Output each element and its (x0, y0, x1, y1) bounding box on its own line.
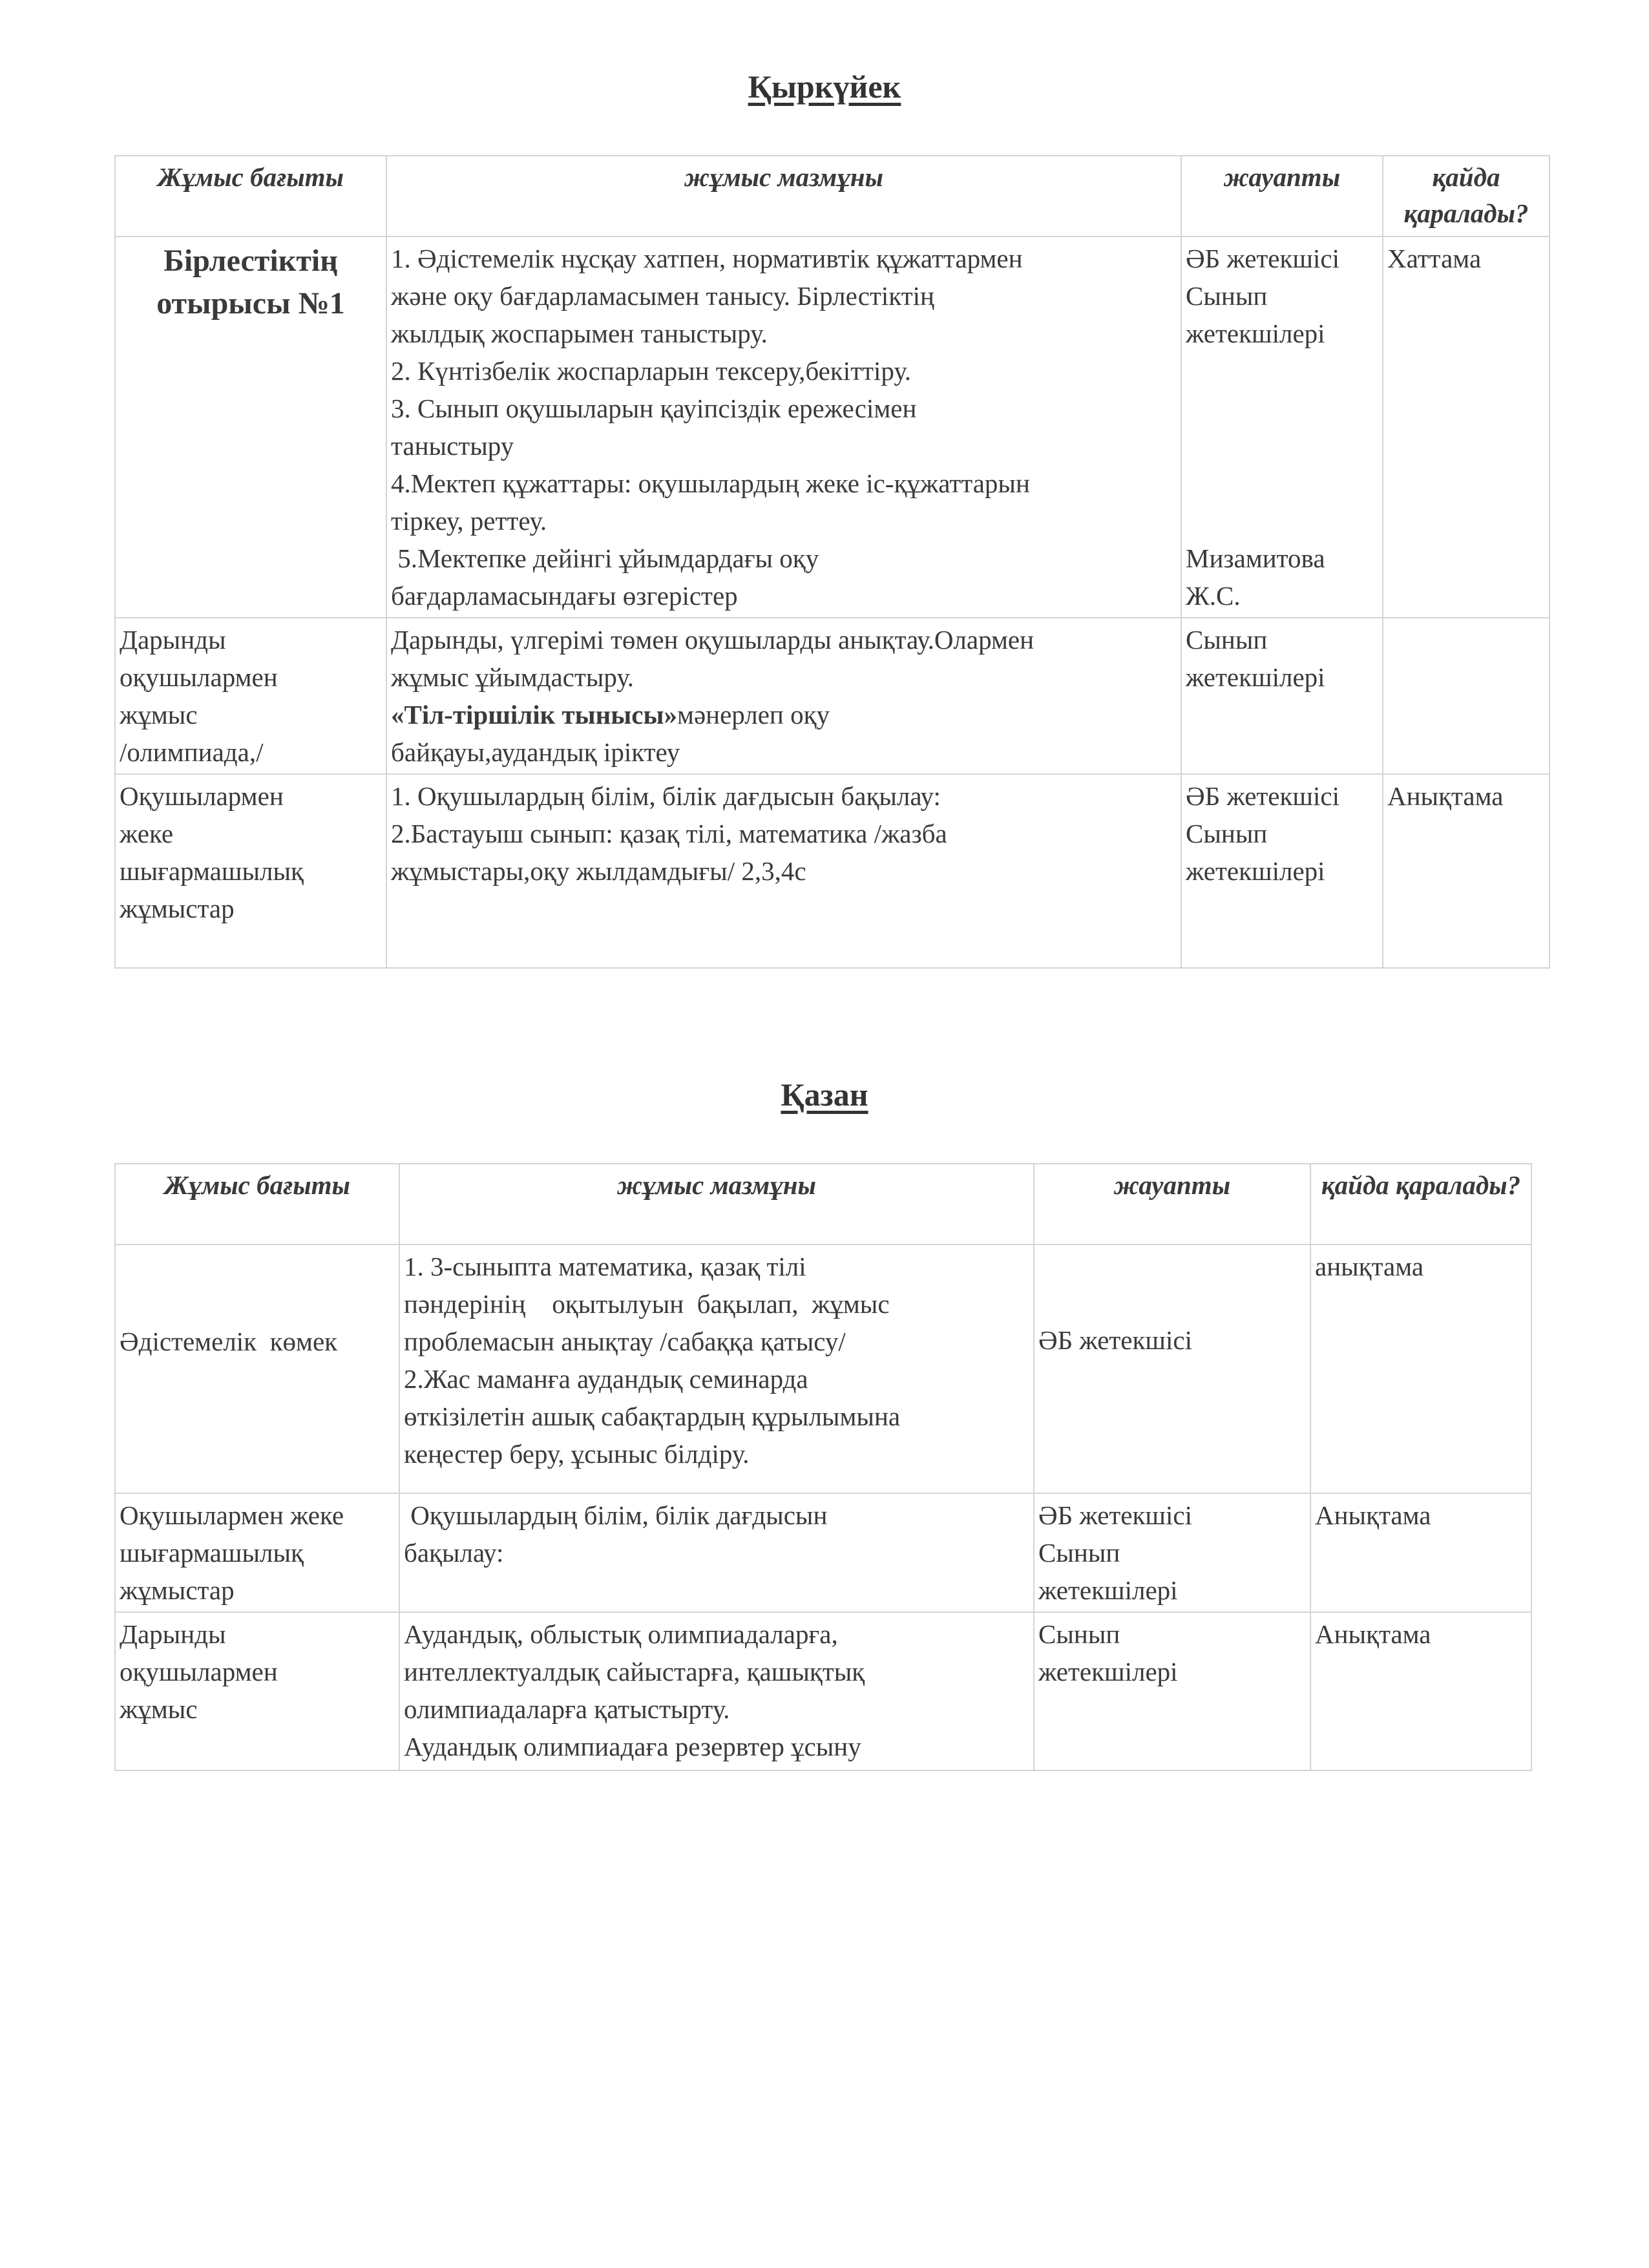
responsible-line: жетекшілері (1186, 856, 1325, 886)
content-line: олимпиадаларға қатыстырту. (404, 1694, 730, 1724)
content-line: 2. Күнтізбелік жоспарларын тексеру,бекіттіру. (391, 356, 912, 386)
september-table (114, 155, 1550, 969)
content-line: 1. 3-сыныпта математика, қазақ тілі (404, 1252, 806, 1281)
cell-direction (115, 1244, 399, 1493)
responsible-line: Сынып (1038, 1538, 1120, 1568)
cell-content (399, 1244, 1034, 1493)
table-row (115, 618, 1549, 774)
contest-rest: мәнерлеп оқу (677, 700, 830, 730)
direction-line: шығармашылық (120, 1538, 304, 1568)
cell-content (399, 1612, 1034, 1770)
cell-responsible (1034, 1612, 1310, 1770)
direction-line: Оқушылармен (120, 781, 284, 811)
cell-content (386, 236, 1181, 618)
direction-line: жеке (120, 819, 174, 848)
content-line: 1. Оқушылардың білім, білік дағдысын бақылау: (391, 781, 941, 811)
direction-line: оқушылармен (120, 1657, 278, 1686)
responsible-line: ӘБ жетекшісі (1186, 244, 1339, 273)
cell-direction (115, 236, 386, 618)
direction-line: жұмыс (120, 1694, 198, 1724)
content-line: пәндерінің оқытылуын бақылап, жұмыс (404, 1289, 890, 1319)
header-responsible: жауапты (1181, 156, 1383, 236)
direction-line: Әдістемелік көмек (120, 1327, 338, 1356)
content-line: жұмыстары,оқу жылдамдығы/ 2,3,4с (391, 856, 806, 886)
content-line: кеңестер беру, ұсыныс білдіру. (404, 1439, 750, 1469)
cell-responsible (1181, 236, 1383, 618)
cell-direction (115, 618, 386, 774)
content-line: және оқу бағдарламасымен танысу. Бірлестіктің (391, 281, 934, 311)
header-where: қайда қаралады? (1383, 156, 1549, 236)
cell-where: Анықтама (1383, 774, 1549, 968)
cell-responsible (1034, 1493, 1310, 1612)
cell-where: Анықтама (1310, 1612, 1531, 1770)
header-responsible: жауапты (1034, 1164, 1310, 1244)
content-line: бағдарламасындағы өзгерістер (391, 581, 738, 611)
responsible-line: Сынып (1038, 1619, 1120, 1649)
content-line: бақылау: (404, 1538, 504, 1568)
direction-line: жұмыстар (120, 1575, 235, 1605)
content-line: 2.Бастауыш сынып: қазақ тілі, математика /жазба (391, 819, 947, 848)
responsible-line: жетекшілері (1038, 1575, 1178, 1605)
content-line: 4.Мектеп құжаттары: оқушылардың жеке іс-құжаттарын (391, 468, 1030, 498)
cell-content (386, 618, 1181, 774)
table-row (115, 236, 1549, 618)
content-line: таныстыру (391, 431, 514, 461)
month-title-october: Қазан (781, 1076, 868, 1113)
content-line: өткізілетін ашық сабақтардың құрылымына (404, 1402, 901, 1431)
header-content: жұмыс мазмұны (399, 1164, 1034, 1244)
cell-direction (115, 1493, 399, 1612)
responsible-line: Сынып (1186, 625, 1268, 655)
responsible-line: ӘБ жетекшісі (1038, 1325, 1192, 1355)
direction-line: Дарынды (120, 625, 226, 655)
direction-line: /олимпиада,/ (120, 737, 264, 767)
content-line: 5.Мектепке дейінгі ұйымдардағы оқу (391, 543, 819, 573)
responsible-line: ӘБ жетекшісі (1186, 781, 1339, 811)
header-content: жұмыс мазмұны (386, 156, 1181, 236)
direction-line: оқушылармен (120, 662, 278, 692)
direction-line: жұмыстар (120, 894, 235, 923)
cell-direction (115, 774, 386, 968)
cell-where (1383, 618, 1549, 774)
direction-line: Бірлестіктің (163, 244, 338, 278)
content-line: Дарынды, үлгерімі төмен оқушыларды анықтау.Олармен (391, 625, 1035, 655)
table-header-row (115, 156, 1549, 236)
content-line: 3. Сынып оқушыларын қауіпсіздік ережесімен (391, 394, 917, 423)
responsible-line: Мизамитова (1186, 543, 1325, 573)
table-header-row (115, 1164, 1531, 1244)
direction-line: Дарынды (120, 1619, 226, 1649)
table-row (115, 1244, 1531, 1493)
table-row (115, 1612, 1531, 1770)
table-row (115, 1493, 1531, 1612)
responsible-line: Сынып (1186, 281, 1268, 311)
direction-line: Оқушылармен жеке (120, 1500, 344, 1530)
content-line: тіркеу, реттеу. (391, 506, 547, 536)
content-line: проблемасын анықтау /сабаққа қатысу/ (404, 1327, 846, 1356)
responsible-line: жетекшілері (1038, 1657, 1178, 1686)
cell-content (386, 774, 1181, 968)
cell-responsible (1034, 1244, 1310, 1493)
content-line: Аудандық, облыстық олимпиадаларға, (404, 1619, 838, 1649)
content-line: интеллектуалдық сайыстарға, қашықтық (404, 1657, 865, 1686)
content-line: Аудандық олимпиадаға резервтер ұсыну (404, 1732, 861, 1761)
header-where: қайда қаралады? (1310, 1164, 1531, 1244)
responsible-line: Сынып (1186, 819, 1268, 848)
october-table (114, 1163, 1532, 1771)
content-line: жұмыс ұйымдастыру. (391, 662, 635, 692)
cell-direction (115, 1612, 399, 1770)
contest-title: «Тіл-тіршілік тынысы» (391, 700, 677, 730)
table-row (115, 774, 1549, 968)
header-direction: Жұмыс бағыты (115, 1164, 399, 1244)
content-line: 1. Әдістемелік нұсқау хатпен, нормативтік құжаттармен (391, 244, 1023, 273)
content-line: 2.Жас маманға аудандық семинарда (404, 1364, 808, 1394)
content-line (391, 696, 1177, 733)
responsible-line: жетекшілері (1186, 662, 1325, 692)
cell-responsible (1181, 618, 1383, 774)
cell-where: Хаттама (1383, 236, 1549, 618)
responsible-line: Ж.С. (1186, 581, 1241, 611)
responsible-line: жетекшілері (1186, 319, 1325, 348)
month-title-september: Қыркүйек (748, 68, 901, 105)
cell-responsible (1181, 774, 1383, 968)
cell-content (399, 1493, 1034, 1612)
direction-line: шығармашылық (120, 856, 304, 886)
direction-line: жұмыс (120, 700, 198, 730)
content-line: байқауы,аудандық іріктеу (391, 737, 680, 767)
content-line: Оқушылардың білім, білік дағдысын (404, 1500, 828, 1530)
header-direction: Жұмыс бағыты (115, 156, 386, 236)
cell-where: Анықтама (1310, 1493, 1531, 1612)
content-line: жылдық жоспарымен таныстыру. (391, 319, 768, 348)
responsible-line: ӘБ жетекшісі (1038, 1500, 1192, 1530)
cell-where: анықтама (1310, 1244, 1531, 1493)
direction-line: отырысы №1 (156, 286, 345, 320)
